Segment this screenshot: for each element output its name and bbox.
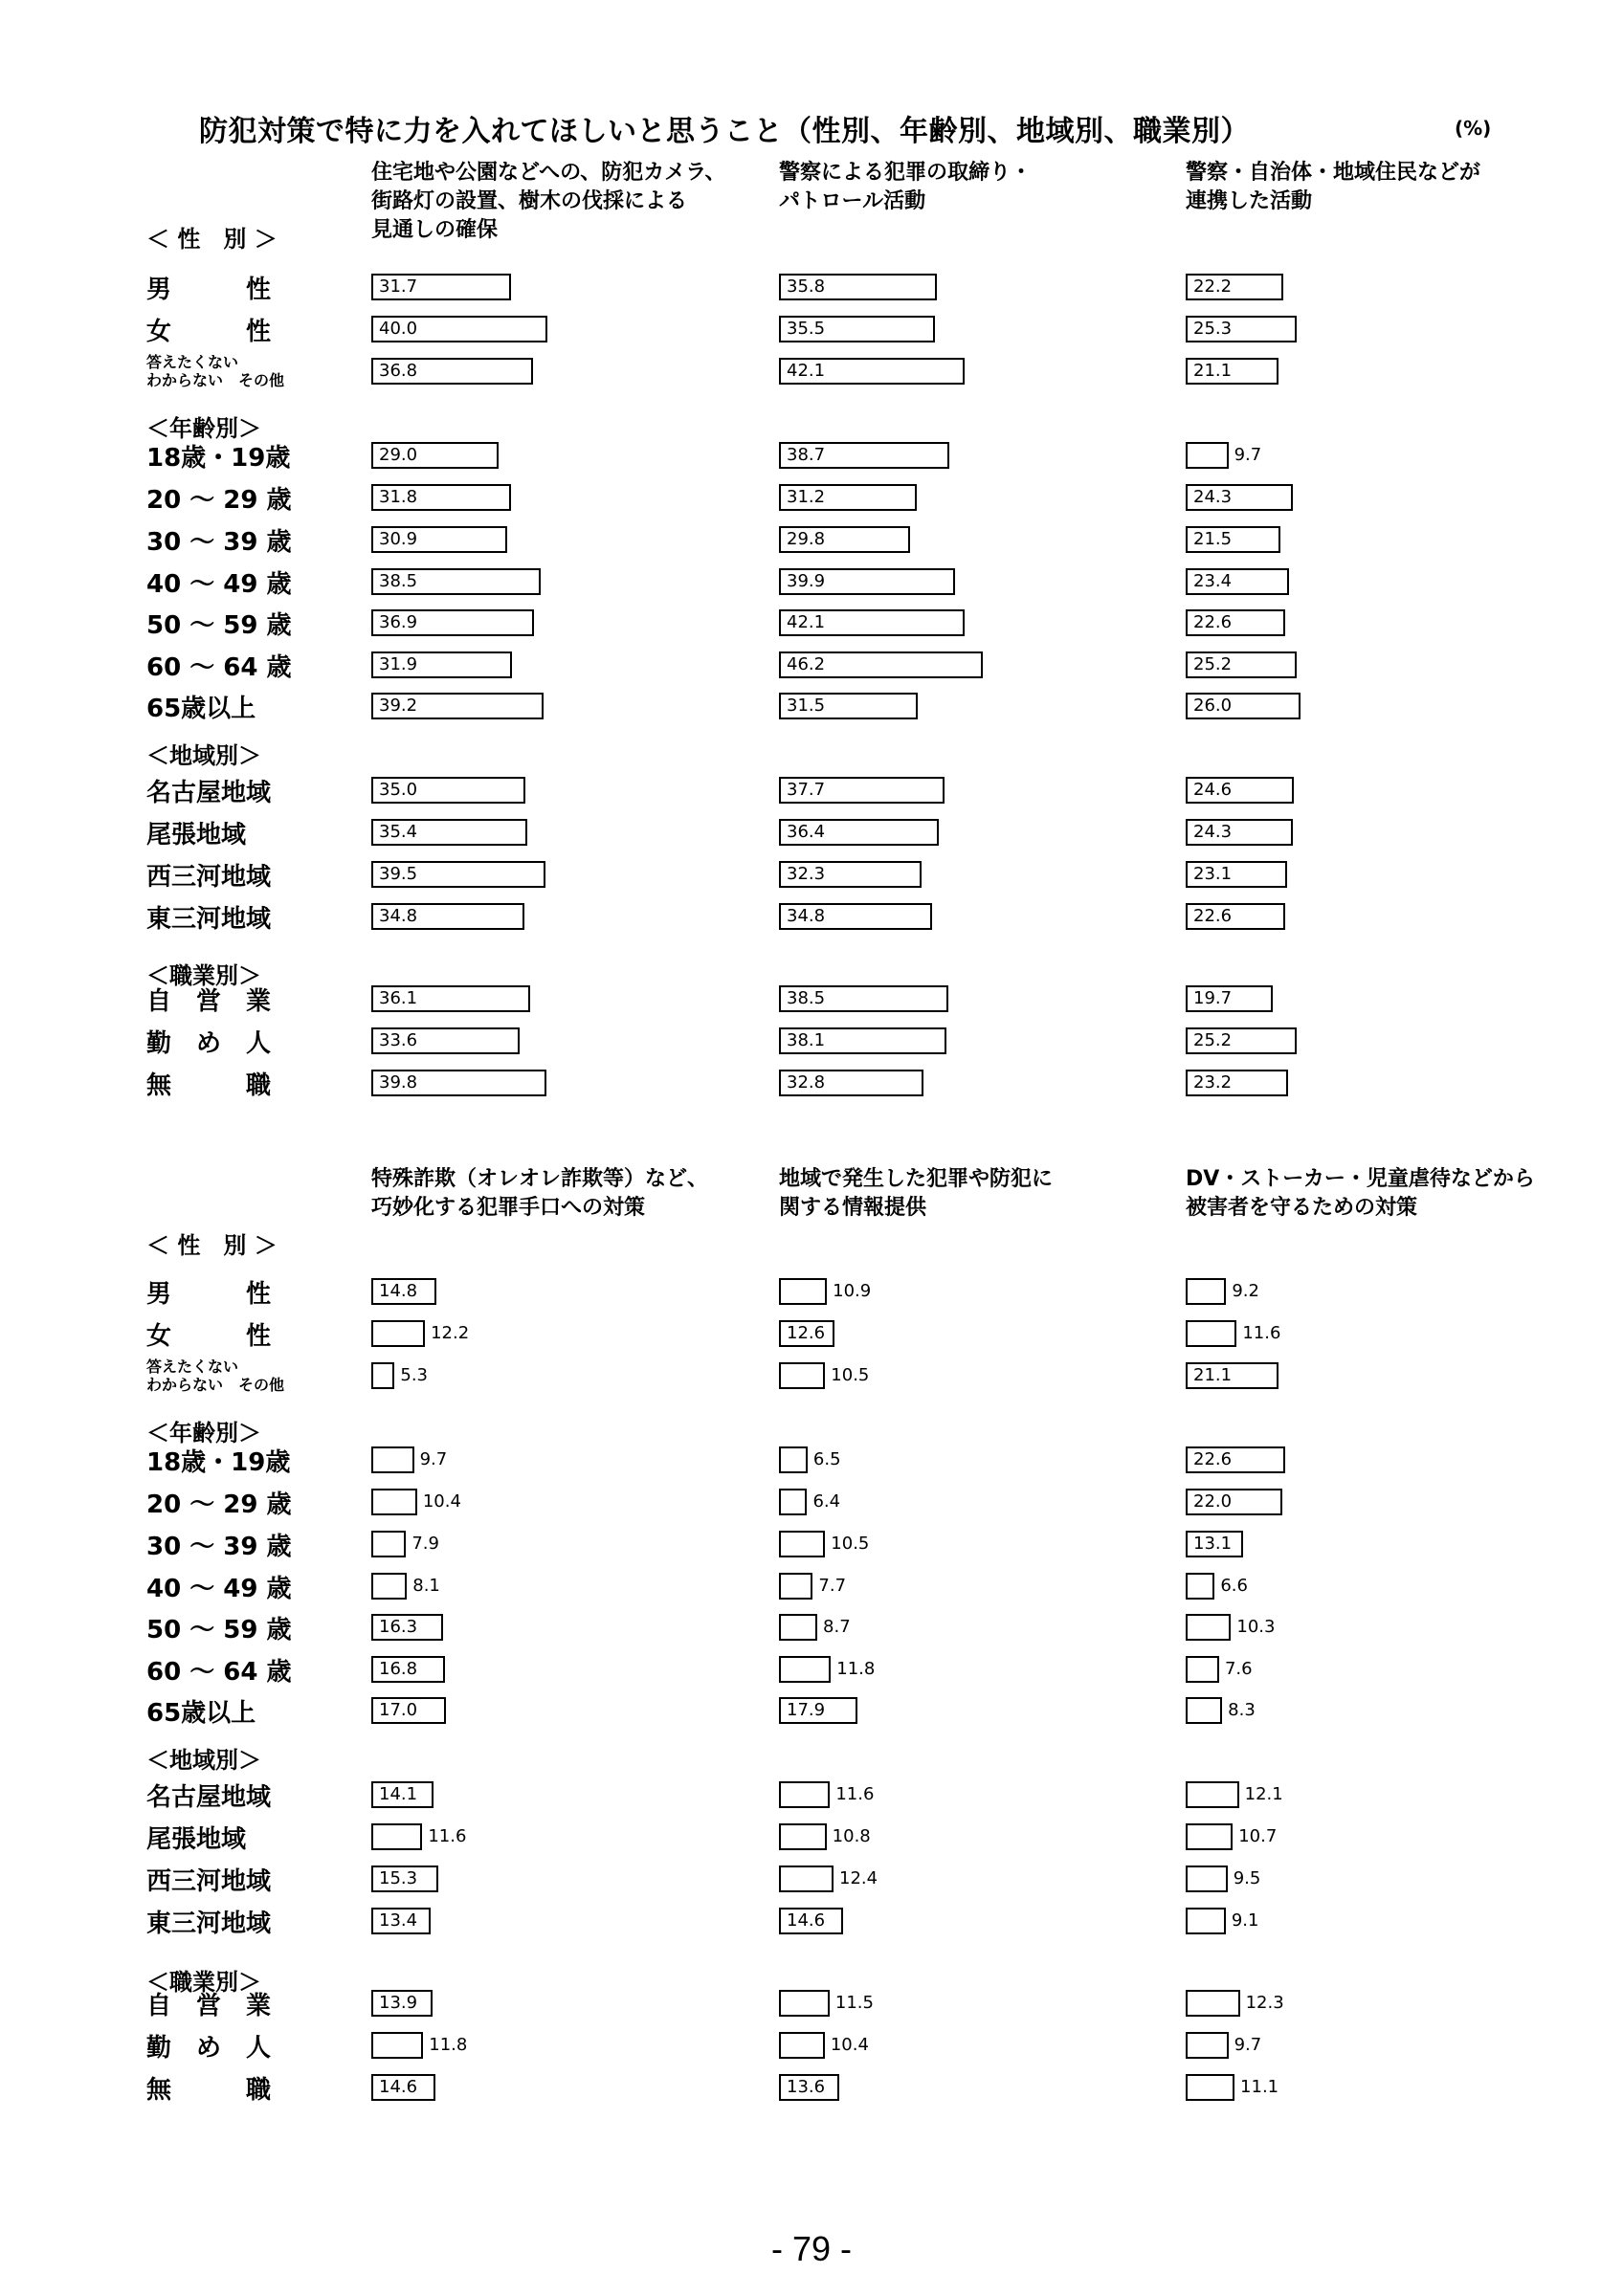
bar bbox=[371, 1781, 434, 1808]
data-label: 23.1 bbox=[1193, 864, 1233, 884]
data-label: 22.6 bbox=[1193, 612, 1233, 632]
column-header-1 bbox=[371, 159, 725, 245]
column-header-line: 被害者を守るための対策 bbox=[1186, 1196, 1418, 1220]
data-label: 11.6 bbox=[835, 1784, 875, 1804]
row-label-owari: 尾張地域 bbox=[146, 1824, 247, 1854]
data-label: 29.8 bbox=[787, 529, 826, 549]
bar bbox=[371, 693, 544, 719]
column-header-2 bbox=[779, 159, 1032, 216]
data-label: 5.3 bbox=[400, 1365, 429, 1385]
bar bbox=[1186, 358, 1278, 385]
group-heading-region: ＜地域別＞ bbox=[146, 742, 261, 769]
bar bbox=[371, 1573, 407, 1600]
bar bbox=[1186, 609, 1285, 636]
bar bbox=[1186, 903, 1285, 930]
data-label: 31.2 bbox=[787, 487, 826, 507]
bar bbox=[1186, 985, 1273, 1012]
row-label-age-20-29: 20 〜 29 歳 bbox=[146, 1490, 292, 1519]
data-label: 24.3 bbox=[1193, 487, 1233, 507]
bar bbox=[1186, 1697, 1222, 1724]
bar bbox=[1186, 1908, 1226, 1934]
bar bbox=[779, 861, 922, 888]
row-label-employee: 勤 め 人 bbox=[146, 2033, 272, 2063]
data-label: 14.6 bbox=[379, 2077, 418, 2097]
bar bbox=[371, 777, 525, 804]
data-label: 34.8 bbox=[787, 906, 826, 926]
data-label: 10.9 bbox=[833, 1281, 872, 1301]
page-title: 防犯対策で特に力を入れてほしいと思うこと（性別、年齢別、地域別、職業別） bbox=[199, 115, 1250, 148]
row-label-self-employed: 自 営 業 bbox=[146, 986, 272, 1016]
data-label: 16.3 bbox=[379, 1617, 418, 1637]
data-label: 17.9 bbox=[787, 1700, 826, 1720]
data-label: 10.7 bbox=[1238, 1826, 1278, 1846]
bar bbox=[371, 651, 512, 678]
data-label: 39.5 bbox=[379, 864, 418, 884]
data-label: 11.1 bbox=[1240, 2077, 1279, 2097]
data-label: 12.2 bbox=[431, 1323, 470, 1343]
bar bbox=[371, 1990, 433, 2017]
bar bbox=[779, 1489, 807, 1515]
data-label: 35.8 bbox=[787, 276, 826, 297]
bar bbox=[779, 526, 910, 553]
data-label: 12.4 bbox=[839, 1868, 878, 1888]
bar bbox=[1186, 693, 1301, 719]
data-label: 31.9 bbox=[379, 654, 418, 674]
bar bbox=[371, 1531, 406, 1557]
bar bbox=[779, 1070, 923, 1096]
row-label-owari: 尾張地域 bbox=[146, 820, 247, 850]
bar bbox=[779, 274, 937, 300]
row-label-age-50-59: 50 〜 59 歳 bbox=[146, 610, 292, 640]
column-header-line: 警察・自治体・地域住民などが bbox=[1186, 161, 1481, 185]
data-label: 42.1 bbox=[787, 361, 826, 381]
bar bbox=[371, 2074, 435, 2101]
data-label: 30.9 bbox=[379, 529, 418, 549]
bar bbox=[1186, 484, 1293, 511]
bar bbox=[1186, 1990, 1240, 2017]
bar bbox=[1186, 1446, 1285, 1473]
bar bbox=[779, 903, 932, 930]
data-label: 32.8 bbox=[787, 1072, 826, 1093]
data-label: 21.1 bbox=[1193, 1365, 1233, 1385]
bar bbox=[779, 442, 949, 469]
data-label: 7.9 bbox=[411, 1534, 439, 1554]
row-label-age-40-49: 40 〜 49 歳 bbox=[146, 1574, 292, 1603]
bar bbox=[1186, 274, 1283, 300]
bar bbox=[371, 1656, 445, 1683]
row-label-male: 男 性 bbox=[146, 275, 272, 304]
data-label: 25.3 bbox=[1193, 319, 1233, 339]
bar bbox=[371, 1908, 431, 1934]
bar bbox=[371, 1278, 436, 1305]
data-label: 7.6 bbox=[1224, 1659, 1253, 1679]
row-label-unemployed: 無 職 bbox=[146, 2075, 272, 2105]
data-label: 22.0 bbox=[1193, 1491, 1233, 1512]
column-header-line: 街路灯の設置、樹木の伐採による bbox=[371, 189, 688, 213]
row-label-age-18-19: 18歳・19歳 bbox=[146, 1447, 291, 1477]
row-label-nishimikawa: 西三河地域 bbox=[146, 1866, 272, 1896]
data-label: 8.7 bbox=[823, 1617, 851, 1637]
bar bbox=[371, 484, 511, 511]
column-header-line: パトロール活動 bbox=[779, 189, 926, 213]
group-heading-job: ＜職業別＞ bbox=[146, 962, 261, 989]
data-label: 8.3 bbox=[1228, 1700, 1256, 1720]
row-label-unemployed: 無 職 bbox=[146, 1071, 272, 1100]
bar bbox=[371, 526, 507, 553]
column-header-line: 連携した活動 bbox=[1186, 189, 1313, 213]
data-label: 10.4 bbox=[422, 1491, 461, 1512]
bar bbox=[779, 1908, 843, 1934]
row-label-other-line2: わからない その他 bbox=[146, 371, 285, 389]
row-label-female: 女 性 bbox=[146, 317, 272, 346]
bar bbox=[779, 1573, 812, 1600]
bar bbox=[779, 1990, 830, 2017]
page-number: - 79 - bbox=[770, 2229, 853, 2268]
row-label-other-line1: 答えたくない bbox=[146, 353, 239, 371]
data-label: 11.6 bbox=[428, 1826, 467, 1846]
data-label: 9.7 bbox=[419, 1449, 448, 1469]
bar bbox=[1186, 1781, 1239, 1808]
bar bbox=[779, 316, 935, 342]
data-label: 39.8 bbox=[379, 1072, 418, 1093]
data-label: 12.6 bbox=[787, 1323, 826, 1343]
data-label: 15.3 bbox=[379, 1868, 418, 1888]
row-label-age-60-64: 60 〜 64 歳 bbox=[146, 1657, 292, 1687]
row-label-age-60-64: 60 〜 64 歳 bbox=[146, 652, 292, 682]
data-label: 11.5 bbox=[834, 1993, 874, 2013]
data-label: 35.4 bbox=[379, 822, 418, 842]
group-heading-gender: ＜ 性 別 ＞ bbox=[146, 226, 278, 253]
row-label-age-65: 65歳以上 bbox=[146, 694, 256, 723]
data-label: 25.2 bbox=[1193, 1030, 1233, 1050]
data-label: 35.5 bbox=[787, 319, 826, 339]
row-label-age-50-59: 50 〜 59 歳 bbox=[146, 1615, 292, 1645]
column-header-4 bbox=[371, 1165, 708, 1223]
data-label: 21.5 bbox=[1193, 529, 1233, 549]
group-heading-region: ＜地域別＞ bbox=[146, 1747, 261, 1774]
group-heading-age: ＜年齢別＞ bbox=[146, 1420, 261, 1446]
data-label: 38.1 bbox=[787, 1030, 826, 1050]
data-label: 25.2 bbox=[1193, 654, 1233, 674]
bar bbox=[371, 1697, 446, 1724]
data-label: 23.2 bbox=[1193, 1072, 1233, 1093]
bar bbox=[371, 819, 527, 846]
bar bbox=[1186, 2032, 1229, 2059]
data-label: 34.8 bbox=[379, 906, 418, 926]
data-label: 6.5 bbox=[812, 1449, 841, 1469]
bar bbox=[1186, 1070, 1288, 1096]
bar bbox=[779, 609, 965, 636]
bar bbox=[1186, 1489, 1282, 1515]
data-label: 13.9 bbox=[379, 1993, 418, 2013]
column-header-line: 住宅地や公園などへの、防犯カメラ、 bbox=[371, 161, 726, 185]
group-heading-age: ＜年齢別＞ bbox=[146, 415, 261, 442]
bar bbox=[779, 1531, 825, 1557]
bar bbox=[779, 1614, 817, 1641]
row-label-age-20-29: 20 〜 29 歳 bbox=[146, 485, 292, 515]
bar bbox=[371, 1489, 417, 1515]
column-header-line: 地域で発生した犯罪や防犯に bbox=[779, 1167, 1054, 1191]
bar bbox=[779, 1697, 857, 1724]
data-label: 9.5 bbox=[1233, 1868, 1261, 1888]
row-label-nishimikawa: 西三河地域 bbox=[146, 862, 272, 892]
bar bbox=[779, 1781, 830, 1808]
bar bbox=[371, 1320, 425, 1347]
data-label: 11.8 bbox=[429, 2035, 468, 2055]
bar bbox=[779, 1656, 831, 1683]
data-label: 36.9 bbox=[379, 612, 418, 632]
data-label: 40.0 bbox=[379, 319, 418, 339]
bar bbox=[371, 985, 530, 1012]
data-label: 9.7 bbox=[1234, 2035, 1262, 2055]
row-label-nagoya: 名古屋地域 bbox=[146, 778, 272, 807]
data-label: 24.6 bbox=[1193, 780, 1233, 800]
bar bbox=[1186, 819, 1293, 846]
data-label: 39.2 bbox=[379, 695, 418, 716]
data-label: 10.3 bbox=[1236, 1617, 1276, 1637]
data-label: 14.1 bbox=[379, 1784, 418, 1804]
data-label: 6.6 bbox=[1220, 1576, 1248, 1596]
row-label-age-40-49: 40 〜 49 歳 bbox=[146, 569, 292, 599]
column-header-6 bbox=[1186, 1165, 1535, 1223]
data-label: 46.2 bbox=[787, 654, 826, 674]
bar bbox=[371, 609, 534, 636]
bar bbox=[1186, 1362, 1278, 1389]
row-label-employee: 勤 め 人 bbox=[146, 1028, 272, 1058]
data-label: 10.5 bbox=[831, 1534, 870, 1554]
bar bbox=[371, 1866, 438, 1892]
bar bbox=[371, 1614, 443, 1641]
bar bbox=[779, 777, 945, 804]
bar bbox=[779, 484, 917, 511]
row-label-age-65: 65歳以上 bbox=[146, 1698, 256, 1728]
data-label: 13.4 bbox=[379, 1910, 418, 1931]
data-label: 36.4 bbox=[787, 822, 826, 842]
data-label: 22.2 bbox=[1193, 276, 1233, 297]
data-label: 24.3 bbox=[1193, 822, 1233, 842]
data-label: 31.5 bbox=[787, 695, 826, 716]
bar bbox=[1186, 1320, 1236, 1347]
bar bbox=[1186, 1614, 1231, 1641]
bar bbox=[1186, 316, 1297, 342]
data-label: 39.9 bbox=[787, 571, 826, 591]
bar bbox=[371, 2032, 423, 2059]
data-label: 16.8 bbox=[379, 1659, 418, 1679]
row-label-higashimikawa: 東三河地域 bbox=[146, 1909, 272, 1938]
bar bbox=[779, 2032, 825, 2059]
data-label: 21.1 bbox=[1193, 361, 1233, 381]
row-label-other bbox=[146, 1357, 311, 1395]
bar bbox=[371, 1027, 520, 1054]
bar bbox=[779, 1823, 827, 1850]
bar bbox=[779, 651, 983, 678]
data-label: 10.4 bbox=[830, 2035, 869, 2055]
data-label: 33.6 bbox=[379, 1030, 418, 1050]
column-header-3 bbox=[1186, 159, 1480, 216]
bar bbox=[779, 985, 948, 1012]
row-label-self-employed: 自 営 業 bbox=[146, 1991, 272, 2020]
bar bbox=[1186, 526, 1280, 553]
bar bbox=[779, 819, 939, 846]
data-label: 38.5 bbox=[787, 988, 826, 1008]
data-label: 22.6 bbox=[1193, 906, 1233, 926]
bar bbox=[1186, 568, 1289, 595]
bar bbox=[371, 358, 533, 385]
data-label: 37.7 bbox=[787, 780, 826, 800]
column-header-line: 見通しの確保 bbox=[371, 218, 499, 242]
data-label: 10.5 bbox=[831, 1365, 870, 1385]
row-label-age-18-19: 18歳・19歳 bbox=[146, 443, 291, 473]
data-label: 22.6 bbox=[1193, 1449, 1233, 1469]
data-label: 9.2 bbox=[1232, 1281, 1259, 1301]
bar bbox=[371, 1070, 546, 1096]
bar bbox=[779, 693, 918, 719]
bar bbox=[779, 1866, 834, 1892]
row-label-female: 女 性 bbox=[146, 1321, 272, 1351]
data-label: 13.1 bbox=[1193, 1534, 1233, 1554]
data-label: 11.8 bbox=[836, 1659, 876, 1679]
bar bbox=[1186, 2074, 1234, 2101]
row-label-other-line1: 答えたくない bbox=[146, 1358, 239, 1376]
bar bbox=[779, 1446, 808, 1473]
data-label: 8.1 bbox=[412, 1576, 440, 1596]
group-heading-gender: ＜ 性 別 ＞ bbox=[146, 1232, 278, 1259]
bar bbox=[1186, 1656, 1219, 1683]
data-label: 32.3 bbox=[787, 864, 826, 884]
row-label-male: 男 性 bbox=[146, 1279, 272, 1309]
data-label: 29.0 bbox=[379, 445, 418, 465]
bar bbox=[371, 1823, 422, 1850]
data-label: 38.7 bbox=[787, 445, 826, 465]
data-label: 36.8 bbox=[379, 361, 418, 381]
data-label: 12.1 bbox=[1244, 1784, 1283, 1804]
data-label: 13.6 bbox=[787, 2077, 826, 2097]
bar bbox=[1186, 1531, 1243, 1557]
data-label: 9.7 bbox=[1234, 445, 1262, 465]
data-label: 10.8 bbox=[832, 1826, 871, 1846]
bar bbox=[1186, 1278, 1226, 1305]
data-label: 26.0 bbox=[1193, 695, 1233, 716]
data-label: 17.0 bbox=[379, 1700, 418, 1720]
bar bbox=[779, 1278, 827, 1305]
bar bbox=[779, 1320, 834, 1347]
bar bbox=[1186, 777, 1294, 804]
bar bbox=[371, 274, 511, 300]
bar bbox=[779, 358, 965, 385]
row-label-other-line2: わからない その他 bbox=[146, 1376, 285, 1394]
column-header-line: 関する情報提供 bbox=[779, 1196, 927, 1220]
row-label-nagoya: 名古屋地域 bbox=[146, 1782, 272, 1812]
data-label: 31.8 bbox=[379, 487, 418, 507]
data-label: 12.3 bbox=[1245, 1993, 1284, 2013]
data-label: 6.4 bbox=[812, 1491, 841, 1512]
bar bbox=[371, 568, 541, 595]
data-label: 31.7 bbox=[379, 276, 418, 297]
bar bbox=[371, 1362, 394, 1389]
row-label-age-30-39: 30 〜 39 歳 bbox=[146, 527, 292, 557]
row-label-other bbox=[146, 352, 311, 390]
data-label: 35.0 bbox=[379, 780, 418, 800]
bar bbox=[1186, 651, 1297, 678]
column-header-line: 特殊詐欺（オレオレ詐欺等）など、 bbox=[371, 1167, 709, 1191]
column-header-5 bbox=[779, 1165, 1053, 1223]
bar bbox=[779, 568, 955, 595]
bar bbox=[1186, 1823, 1233, 1850]
bar bbox=[1186, 1573, 1214, 1600]
bar bbox=[371, 861, 545, 888]
bar bbox=[371, 316, 547, 342]
bar bbox=[1186, 1027, 1297, 1054]
data-label: 14.8 bbox=[379, 1281, 418, 1301]
row-label-higashimikawa: 東三河地域 bbox=[146, 904, 272, 934]
bar bbox=[779, 1027, 946, 1054]
bar bbox=[1186, 861, 1287, 888]
bar bbox=[779, 2074, 839, 2101]
data-label: 11.6 bbox=[1242, 1323, 1281, 1343]
column-header-line: 警察による犯罪の取締り・ bbox=[779, 161, 1033, 185]
data-label: 23.4 bbox=[1193, 571, 1233, 591]
unit-label: (%) bbox=[1455, 117, 1492, 140]
data-label: 42.1 bbox=[787, 612, 826, 632]
data-label: 14.6 bbox=[787, 1910, 826, 1931]
bar bbox=[1186, 1866, 1228, 1892]
data-label: 38.5 bbox=[379, 571, 418, 591]
bar bbox=[1186, 442, 1229, 469]
column-header-line: 巧妙化する犯罪手口への対策 bbox=[371, 1196, 646, 1220]
row-label-age-30-39: 30 〜 39 歳 bbox=[146, 1532, 292, 1561]
data-label: 19.7 bbox=[1193, 988, 1233, 1008]
data-label: 7.7 bbox=[818, 1576, 847, 1596]
data-label: 9.1 bbox=[1231, 1910, 1259, 1931]
column-header-line: DV・ストーカー・児童虐待などから bbox=[1186, 1167, 1535, 1191]
bar bbox=[371, 903, 524, 930]
bar bbox=[371, 442, 499, 469]
bar bbox=[371, 1446, 414, 1473]
data-label: 36.1 bbox=[379, 988, 418, 1008]
bar bbox=[779, 1362, 825, 1389]
group-heading-job: ＜職業別＞ bbox=[146, 1969, 261, 1996]
